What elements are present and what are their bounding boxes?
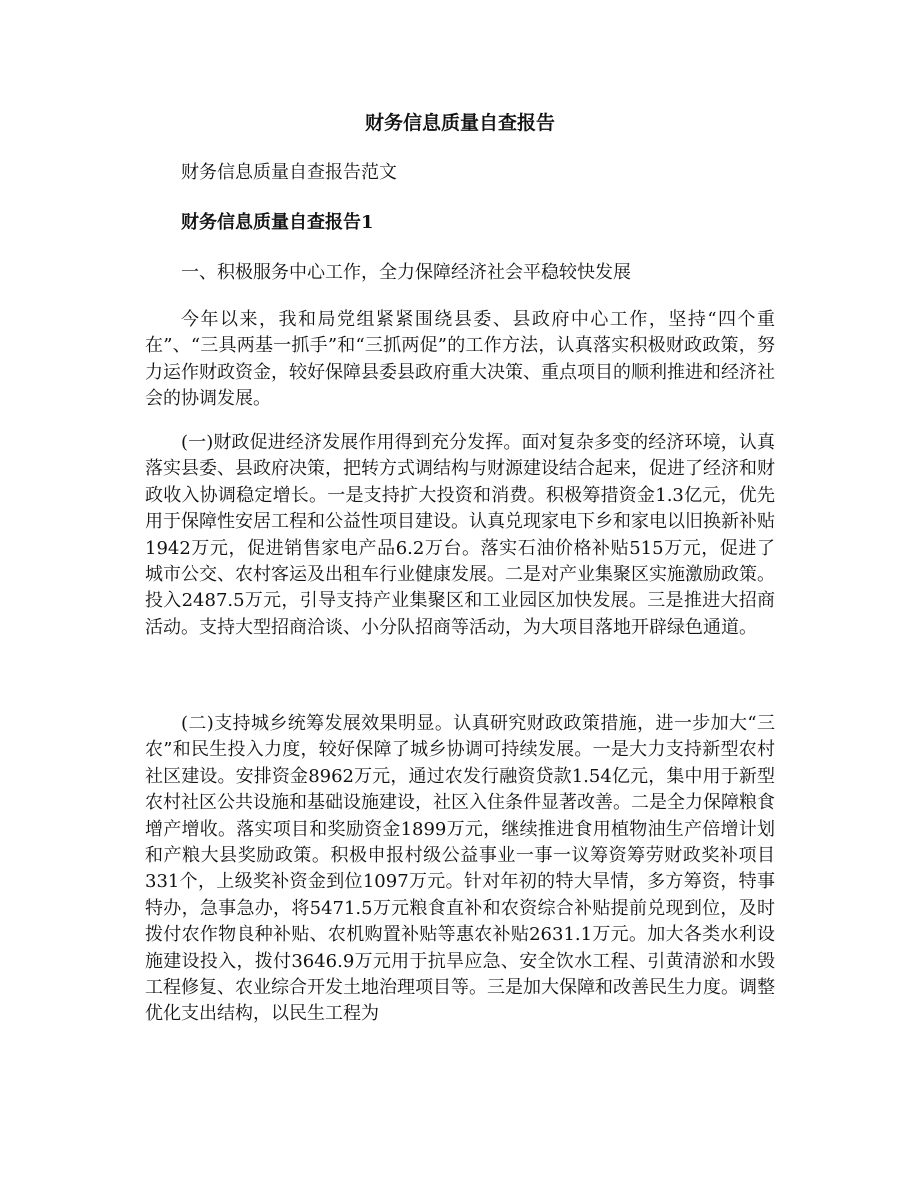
paragraph-intro: 今年以来，我和局党组紧紧围绕县委、县政府中心工作，坚持“四个重在”、“三具两基一抓手”和“三抓两促”的工作方法，认真落实积极财政政策，努力运作财政资金，较好保障县委县政府重大决策、重点项目的顺利推进和经济社会的协调发展。 [145, 309, 775, 410]
paragraph-urban-rural: (二)支持城乡统筹发展效果明显。认真研究财政政策措施，进一步加大“三农”和民生投入力度，较好保障了城乡协调可持续发展。一是大力支持新型农村社区建设。安排资金8962万元，通过农发行融资贷款1.54亿元，集中用于新型农村社区公共设施和基础设施建设，社区入住条件显著改善。二是全力保障粮食增产增收。落实项目和奖励资金1899万元，继续推进食用植物油生产倍增计划和产粮大县奖励政策。积极申报村级公益事业一事一议筹资筹劳财政奖补项目331个，上级奖补资金到位1097万元。针对年初的特大旱情，多方筹资，特事特办，急事急办，将5471.5万元粮食直补和农资综合补贴提前兑现到位，及时拨付农作物良种补贴、农机购置补贴等惠农补贴2631.1万元。加大各类水利设施建设投入，拨付3646.9万元用于抗旱应急、安全饮水工程、引黄清淤和水毁工程修复、农业综合开发土地治理项目等。三是加大保障和改善民生力度。调整优化支出结构，以民生工程为 [145, 713, 775, 1025]
heading-one: 一、积极服务中心工作，全力保障经济社会平稳较快发展 [181, 262, 631, 283]
paragraph-economic-development: (一)财政促进经济发展作用得到充分发挥。面对复杂多变的经济环境，认真落实县委、县政府决策，把转方式调结构与财源建设结合起来，促进了经济和财政收入协调稳定增长。一是支持扩大投资和消费。积极筹措资金1.3亿元，优先用于保障性安居工程和公益性项目建设。认真兑现家电下乡和家电以旧换新补贴1942万元，促进销售家电产品6.2万台。落实石油价格补贴515万元，促进了城市公交、农村客运及出租车行业健康发展。二是对产业集聚区实施激励政策。投入2487.5万元，引导支持产业集聚区和工业园区加快发展。三是推进大招商活动。支持大型招商洽谈、小分队招商等活动，为大项目落地开辟绿色通道。 [145, 432, 775, 638]
document-subtitle: 财务信息质量自查报告范文 [181, 162, 397, 183]
document-title: 财务信息质量自查报告 [364, 112, 555, 134]
section-title: 财务信息质量自查报告1 [181, 212, 374, 233]
